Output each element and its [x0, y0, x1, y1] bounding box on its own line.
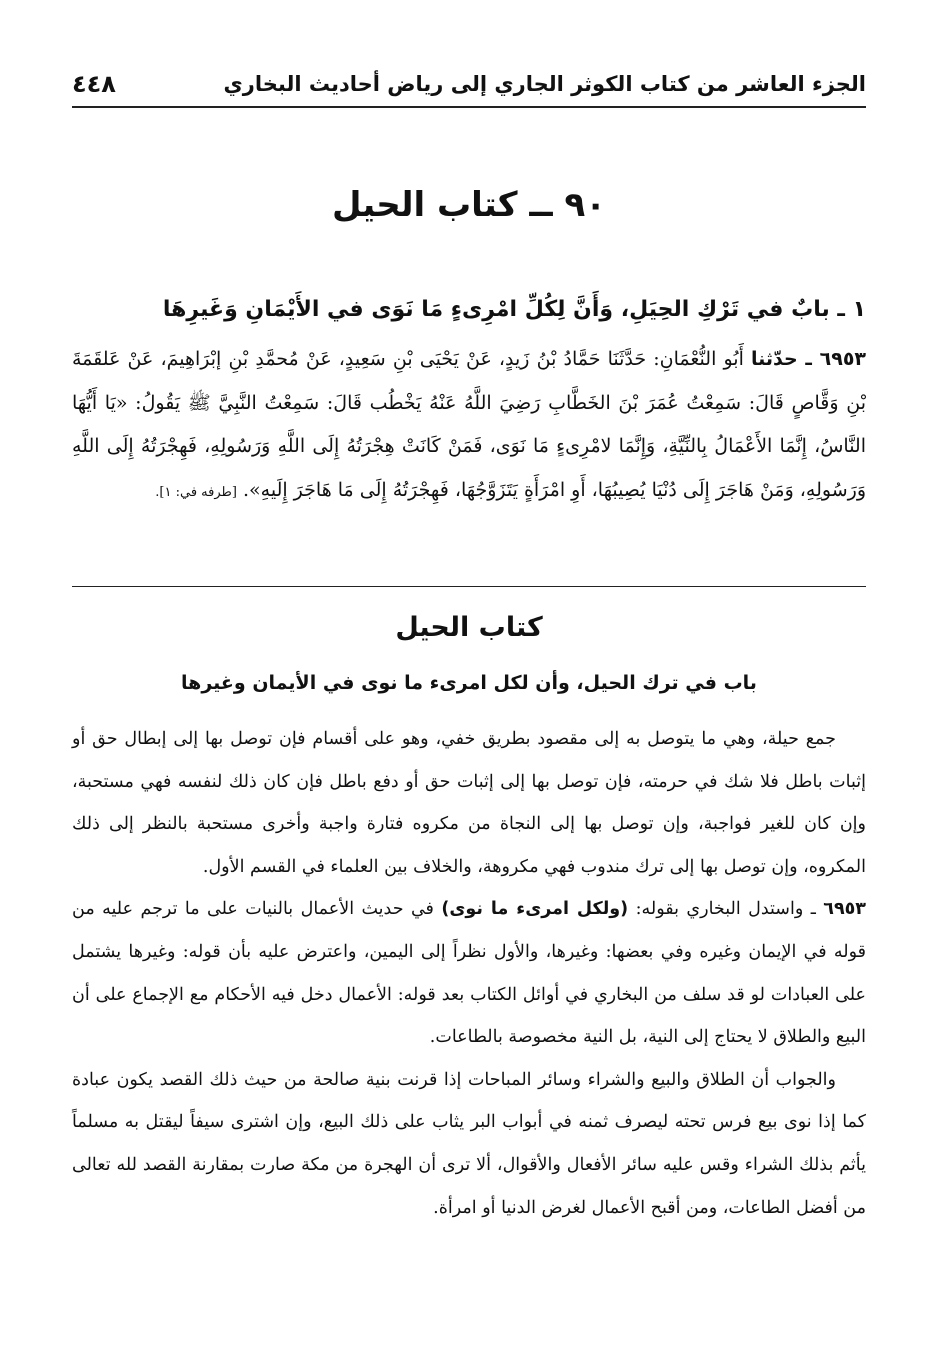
commentary-quote: (ولكل امرىء ما نوى): [441, 899, 629, 920]
commentary-lead: ـ واستدل البخاري بقوله:: [628, 899, 824, 920]
hadith-reference: [طرفه في: ١].: [155, 484, 237, 500]
chapter-heading: ١ ـ بابٌ في تَرْكِ الحِيَلِ، وَأَنَّ لِكُلِّ امْرِىءٍ مَا نَوَى في الأَيْمَانِ وَغَيرِهَا: [162, 297, 866, 322]
commentary-chapter-heading: باب في ترك الحيل، وأن لكل امرىء ما نوى في الأيمان وغيرها: [181, 672, 757, 694]
book-title: ٩٠ ــ كتاب الحيل: [331, 185, 606, 225]
hadith-number: ٦٩٥٣ ـ حدّثنا: [751, 348, 867, 370]
hadith-text-block: [72, 338, 866, 514]
commentary-text: في حديث الأعمال بالنيات على ما ترجم عليه من قوله في الإيمان وغيره وفي بعضها: وغيرها، والأول نظراً إلى اليمين، واعترض عليه بأن قوله: وغيرها يشتمل على العبادات لو قد سلف من البخاري في أوائل الكتاب بعد قوله: الأعمال دخل فيه الأحكام مع الإجماع على أن البيع والطلاق لا يحتاج إلى النية، بل النية مخصوصة بالطاعات.: [72, 899, 866, 1048]
commentary-paragraph: والجواب أن الطلاق والبيع والشراء وسائر المباحات إذا قرنت بنية صالحة من حيث ذلك القصد يكون عبادة كما إذا نوى بيع فرس تحته ليصرف ثمنه في أبواب البر يثاب على ذلك البيع، وإن اشترى سيفاً ليقتل به مسلماً يأثم بذلك الشراء وقس عليه سائر الأفعال والأقوال، ألا ترى أن الهجرة من مكة صارت بمقارنة القصد لله تعالى من أفضل الطاعات، ومن أقبح الأعمال لغرض الدنيا أو امرأة.: [72, 1069, 866, 1218]
page-number: ٤٤٨: [72, 70, 116, 98]
commentary-body: [72, 718, 866, 1229]
commentary-paragraph: [72, 888, 866, 1058]
hadith-text: أَبُو النُّعْمَانِ: حَدَّثَنَا حَمَّادُ بْنُ زَيدٍ، عَنْ يَحْيَى بْنِ سَعِيدٍ، عَنْ مُحمَّدِ بْنِ إبْرَاهِيمَ، عَنْ عَلقَمَةَ بْنِ وَقَّاصٍ قَالَ: سَمِعْتُ عُمَرَ بْنَ الخَطَّابِ رَضِيَ اللَّهُ عَنْهُ يَخْطُب قَالَ: سَمِعْتُ النَّبِيَّ ﷺ يَقُولُ: «يَا أَيُّهَا النَّاسُ، إِنَّمَا الأَعْمَالُ بِالنِّيَّةِ، وَإِنَّمَا لامْرِىءٍ مَا نَوَى، فَمَنْ كَانَتْ هِجْرَتُهُ إِلَى اللَّهِ وَرَسُولِهِ، فَهِجْرَتُهُ إِلَى اللَّهِ وَرَسُولِهِ، وَمَنْ هَاجَرَ إِلَى دُنْيَا يُصِيبُهَا، أَوِ امْرَأَةٍ يَتَزَوَّجُهَا، فَهِجْرَتُهُ إِلَى مَا هَاجَرَ إِلَيهِ».: [72, 348, 866, 501]
section-divider: [72, 586, 866, 587]
commentary-hadith-number: ٦٩٥٣: [823, 899, 866, 920]
commentary-paragraph: جمع حيلة، وهي ما يتوصل به إلى مقصود بطريق خفي، وهو على أقسام فإن توصل بها إلى إبطال حق أو إثبات باطل فلا شك في حرمته، فإن توصل بها إلى إثبات حق أو دفع باطل فإن كان ذلك لنفسه فهي مستحبة، وإن كان للغير فواجبة، وإن توصل بها إلى النجاة من مكروه فتارة واجبة وأخرى مستحبة بالنظر إلى ذلك المكروه، وإن توصل بها إلى ترك مندوب فهي مكروهة، والخلاف بين العلماء في القسم الأول.: [72, 729, 866, 877]
running-header: [72, 62, 866, 108]
running-title: الجزء العاشر من كتاب الكوثر الجاري إلى رياض أحاديث البخاري: [223, 72, 866, 96]
commentary-title: كتاب الحيل: [395, 612, 543, 643]
